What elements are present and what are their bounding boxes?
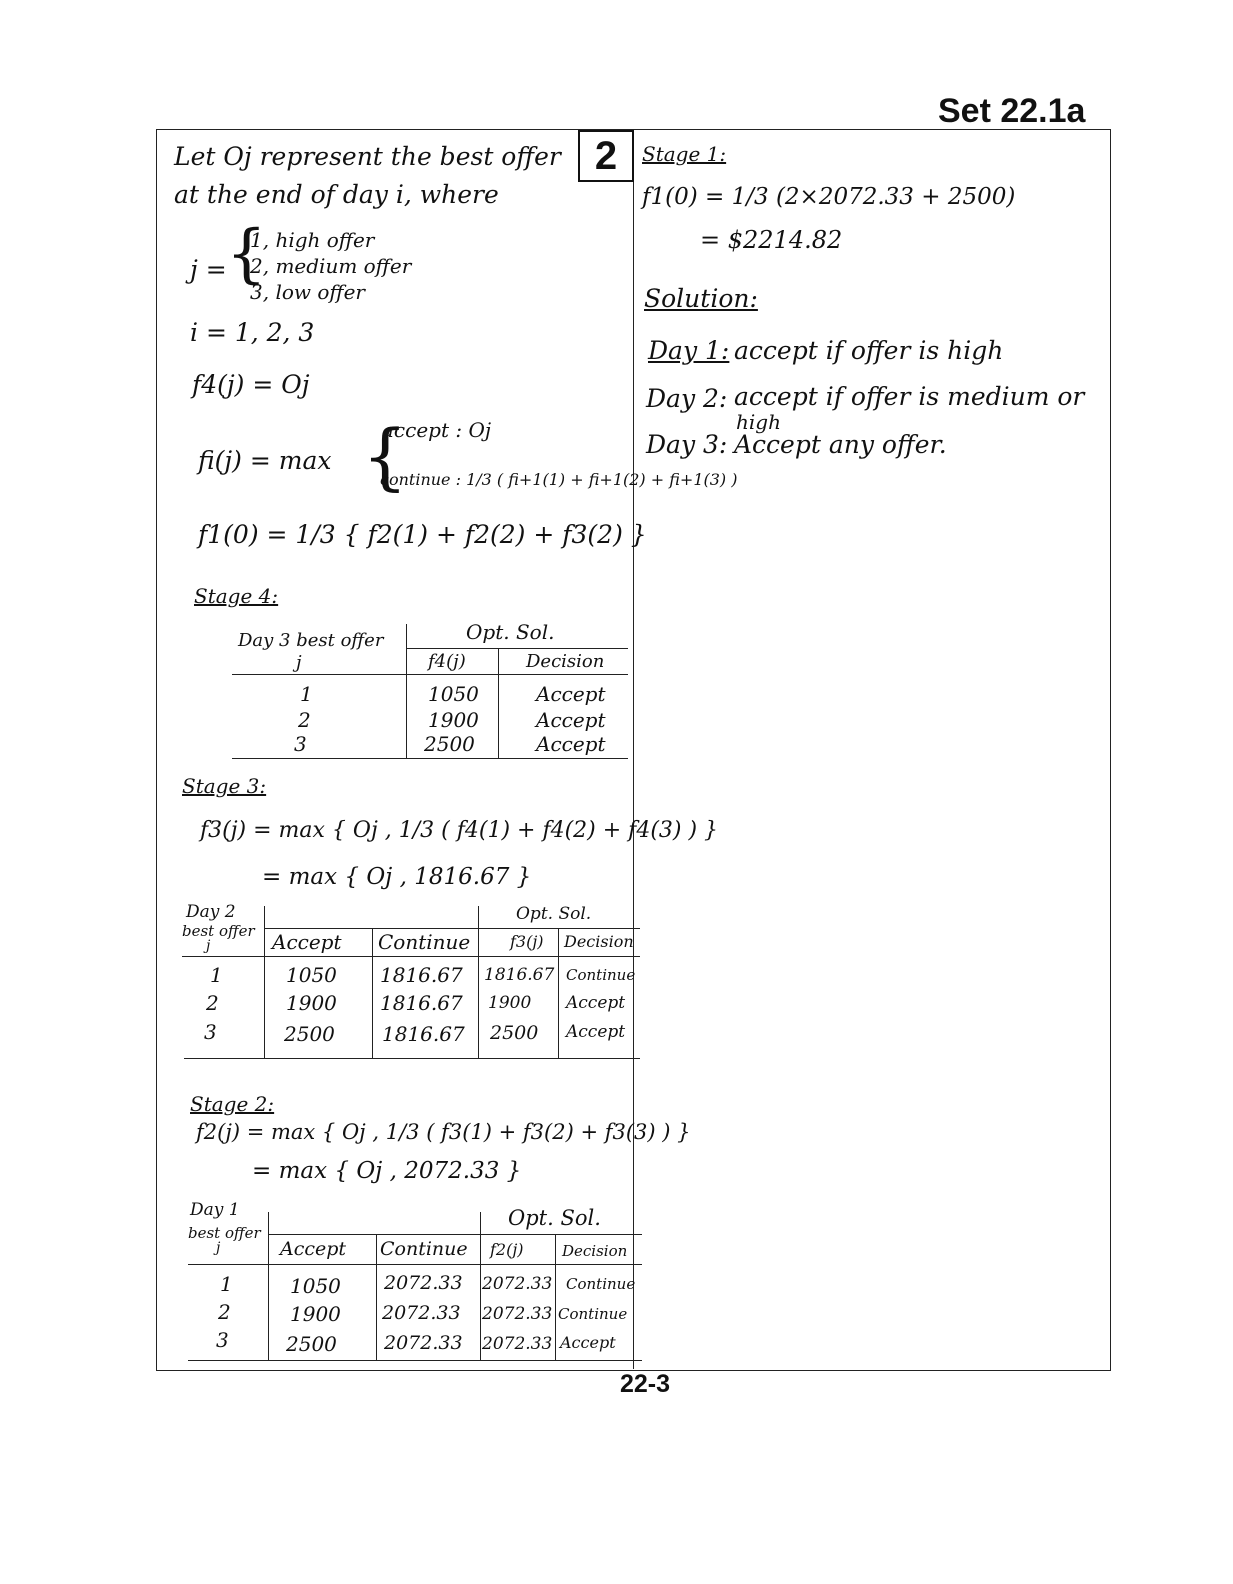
table-row: 2500 [284, 1022, 335, 1046]
table-row: 1816.67 [484, 965, 555, 985]
stage3-eq1: f3(j) = max { Oj , 1/3 ( f4(1) + f4(2) + f4(3) ) } [200, 818, 719, 843]
table-row: Continue [566, 966, 636, 984]
j-def-3: 3, low offer [250, 280, 365, 304]
table-row: 1050 [428, 682, 479, 706]
stage1-eq2: = $2214.82 [700, 226, 843, 254]
stage2-col-j: j [216, 1240, 221, 1256]
stage1-eq1: f1(0) = 1/3 (2×2072.33 + 2500) [642, 184, 1016, 210]
stage3-header-line [182, 956, 640, 957]
stage2-col-continue: Continue [380, 1238, 468, 1260]
table-row: 3 [216, 1328, 229, 1352]
stage2-bottom-line [188, 1360, 642, 1361]
table-row: 1900 [428, 708, 479, 732]
j-brace: { [226, 217, 267, 291]
day2-text-2: high [736, 410, 781, 434]
table-row: 2 [298, 708, 311, 732]
stage3-col-decision: Decision [564, 932, 634, 951]
set-label: Set 22.1a [938, 92, 1086, 130]
table-row: Accept [536, 708, 606, 732]
stage3-col-j: j [206, 938, 211, 954]
stage3-col-f: f3(j) [510, 932, 544, 951]
intro-line-2: at the end of day i, where [174, 180, 499, 209]
day2-text: accept if offer is medium or [734, 382, 1085, 411]
f4-def: f4(j) = Oj [192, 370, 310, 399]
table-row: 2 [206, 991, 219, 1015]
table-row: 1816.67 [380, 991, 463, 1015]
stage4-header-line [232, 674, 628, 675]
stage2-eq2: = max { Oj , 2072.33 } [252, 1158, 522, 1184]
stage3-col-day: Day 2 [186, 902, 236, 922]
table-row: 1900 [290, 1302, 341, 1326]
table-row: 1900 [286, 991, 337, 1015]
table-row: 2072.33 [482, 1304, 553, 1324]
stage4-opt-sol: Opt. Sol. [466, 620, 555, 644]
table-row: 2500 [424, 732, 475, 756]
table-row: 1816.67 [380, 963, 463, 987]
table-row: Continue [558, 1305, 628, 1323]
stage2-vline-2 [376, 1234, 377, 1360]
stage3-eq2: = max { Oj , 1816.67 } [262, 864, 532, 890]
table-row: 3 [294, 732, 307, 756]
problem-number: 2 [594, 133, 618, 178]
table-row: 1 [220, 1272, 233, 1296]
stage4-col-decision: Decision [526, 651, 605, 672]
day2-label: Day 2: [646, 384, 728, 413]
j-label: j = [190, 255, 227, 284]
table-row: Accept [566, 1022, 626, 1042]
table-row: 2 [218, 1300, 231, 1324]
table-row: 1816.67 [382, 1022, 465, 1046]
f1-def: f1(0) = 1/3 { f2(1) + f2(2) + f3(2) } [198, 520, 647, 549]
table-row: 1 [300, 682, 313, 706]
stage3-col-continue: Continue [378, 930, 471, 954]
stage2-col-day: Day 1 [190, 1200, 240, 1220]
stage4-col-j: j [296, 652, 302, 673]
stage3-title: Stage 3: [182, 774, 267, 798]
table-row: 1050 [290, 1274, 341, 1298]
stage3-vline-4 [558, 928, 559, 1058]
stage3-col-day2: best offer [182, 922, 255, 940]
table-row: Accept [560, 1333, 616, 1352]
stage2-eq1: f2(j) = max { Oj , 1/3 ( f3(1) + f3(2) + f3(3) ) } [196, 1120, 691, 1144]
table-row: 1 [210, 963, 223, 987]
table-row: 2500 [286, 1332, 337, 1356]
stage2-vline-4 [555, 1234, 556, 1360]
column-divider [633, 129, 634, 1369]
intro-line-1: Let Oj represent the best offer [174, 142, 561, 171]
stage3-vline-2 [372, 928, 373, 1058]
stage4-opt-line [406, 648, 628, 649]
stage4-col-day: Day 3 best offer [238, 630, 384, 651]
stage1-title: Stage 1: [642, 142, 727, 166]
day3-text: Accept any offer. [734, 430, 947, 459]
table-row: 2072.33 [384, 1272, 463, 1294]
table-row: Accept [536, 732, 606, 756]
day1-label: Day 1: [648, 336, 730, 365]
j-def-2: 2, medium offer [250, 254, 412, 278]
fi-lhs: fi(j) = max [198, 446, 332, 475]
stage4-col-f: f4(j) [428, 651, 466, 672]
stage2-opt-sol: Opt. Sol. [508, 1206, 601, 1230]
page-number: 22-3 [620, 1370, 671, 1398]
table-row: 2072.33 [482, 1274, 553, 1294]
problem-number-box [578, 130, 634, 182]
table-row: 2500 [490, 1022, 539, 1044]
stage4-vline-2 [498, 648, 499, 758]
table-row: Accept [536, 682, 606, 706]
stage4-bottom-line [232, 758, 628, 759]
stage3-bottom-line [184, 1058, 640, 1059]
stage3-opt-line [264, 928, 640, 929]
table-row: 3 [204, 1020, 217, 1044]
table-row: 1900 [488, 993, 532, 1013]
stage2-header-line [188, 1264, 642, 1265]
stage2-title: Stage 2: [190, 1092, 275, 1116]
j-def-1: 1, high offer [250, 228, 375, 252]
stage2-col-accept: Accept [280, 1238, 347, 1260]
stage4-title: Stage 4: [194, 584, 279, 608]
fi-brace: { [362, 414, 408, 498]
stage2-opt-line [268, 1234, 642, 1235]
stage3-col-accept: Accept [272, 930, 342, 954]
solution-title: Solution: [644, 284, 758, 313]
table-row: 1050 [286, 963, 337, 987]
fi-continue: continue : 1/3 ( fi+1(1) + fi+1(2) + fi+1(3) ) [380, 470, 738, 489]
table-row: 2072.33 [382, 1302, 461, 1324]
day1-text: accept if offer is high [734, 336, 1004, 365]
table-row: 2072.33 [482, 1334, 553, 1354]
day3-label: Day 3: [646, 430, 728, 459]
fi-accept: accept : Oj [382, 418, 492, 442]
stage2-col-decision: Decision [562, 1242, 628, 1260]
stage2-col-day2: best offer [188, 1224, 261, 1242]
stage4-vline-1 [406, 624, 407, 758]
table-row: Continue [566, 1275, 636, 1293]
i-def: i = 1, 2, 3 [190, 318, 315, 347]
table-row: 2072.33 [384, 1332, 463, 1354]
stage3-opt-sol: Opt. Sol. [516, 904, 592, 924]
table-row: Accept [566, 993, 626, 1013]
stage2-col-f: f2(j) [490, 1240, 524, 1259]
